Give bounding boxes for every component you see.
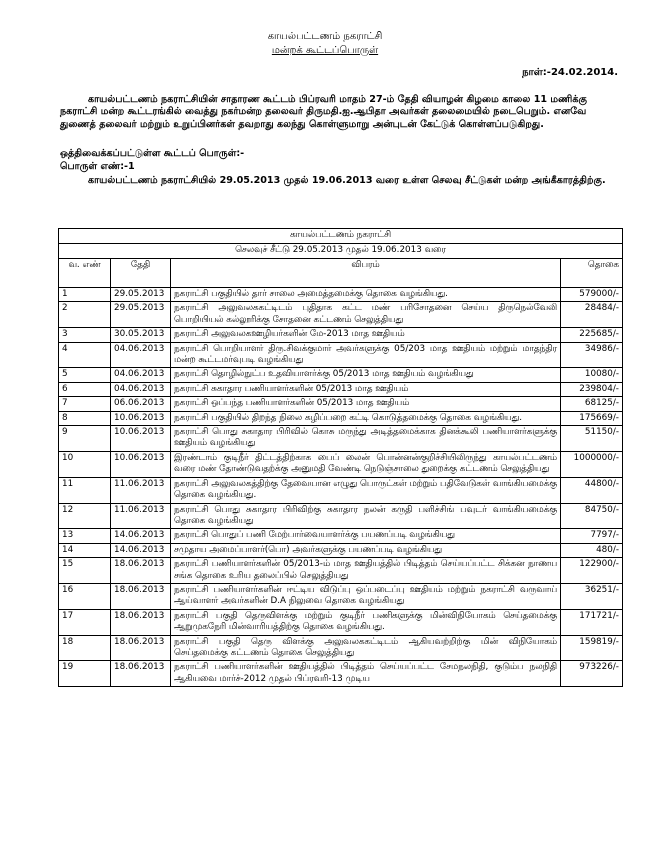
row-date: 18.06.2013 — [111, 583, 171, 609]
row-date: 18.06.2013 — [111, 609, 171, 635]
table-row — [59, 503, 623, 529]
row-number: 12 — [59, 503, 111, 529]
row-description: நகராட்சி தொழில்நுட்ப உதவியாளர்க்கு 05/2013 மாத ஊதியம் வழங்கியது — [171, 368, 561, 382]
row-date: 30.05.2013 — [111, 328, 171, 342]
row-number: 16 — [59, 583, 111, 609]
row-date: 10.06.2013 — [111, 411, 171, 425]
subtitle-text: மன்றக் கூட்டப்பொருள் — [271, 45, 379, 56]
table-subtitle-row — [59, 244, 623, 259]
row-description: நகராட்சி அலுவலககட்டிடம் புதிதாக கட்ட மண் பரிசோதனை செய்ய திருநெல்வேலி பொறியியல் கல்லூரிக்கு சோதனை கட்டணம் செலுத்தியது — [171, 302, 561, 328]
col-header-desc: விபரம் — [171, 259, 561, 288]
row-number: 18 — [59, 635, 111, 661]
table-row — [59, 288, 623, 302]
table-row — [59, 382, 623, 396]
table-row — [59, 661, 623, 687]
item-text: காயல்பட்டணம் நகராட்சியில் 29.05.2013 முதல் 19.06.2013 வரை உள்ள செலவு சீட்டுகள் மன்ற அங்கீகாரத்திற்கு. — [88, 175, 606, 186]
row-amount: 973226/- — [561, 661, 623, 687]
row-date: 06.06.2013 — [111, 397, 171, 411]
section-heading: ஒத்திவைக்கப்பட்டுள்ள கூட்டப் பொருள்:- — [60, 148, 245, 159]
row-description: நகராட்சி பொதுப் பணி மேற்பார்வையாளர்க்கு பயணப்படி வழங்கியது — [171, 529, 561, 543]
row-description: நகராட்சி பொது சுகாதார பிரிவில் கொசு மருந்து அடித்தமைக்காக தினக்கூலி பணியாளர்களுக்கு ஊதியம் வழங்கியது — [171, 426, 561, 452]
row-amount: 175669/- — [561, 411, 623, 425]
row-amount: 225685/- — [561, 328, 623, 342]
row-date: 18.06.2013 — [111, 635, 171, 661]
col-header-date: தேதி — [111, 259, 171, 288]
row-number: 5 — [59, 368, 111, 382]
row-amount: 51150/- — [561, 426, 623, 452]
row-date: 14.06.2013 — [111, 543, 171, 557]
row-amount: 122900/- — [561, 558, 623, 584]
table-row — [59, 529, 623, 543]
row-amount: 68125/- — [561, 397, 623, 411]
table-row — [59, 477, 623, 503]
row-description: நகராட்சி பணியாளர்களின் 05/2013-ம் மாத ஊதியத்தில் பிடித்தம் செய்யப்பட்ட சிக்கன நாணய சங்க தொகை உரிய தலைப்பில் செலுத்தியது — [171, 558, 561, 584]
row-description: நகராட்சி பகுதி தெரு விளக்கு அலுவலககட்டிடம் ஆகியவற்றிற்கு மின் விநியோகம் செய்தமைக்கு கட்டணம் தொகை செலுத்தியது — [171, 635, 561, 661]
row-amount: 28484/- — [561, 302, 623, 328]
row-date: 10.06.2013 — [111, 451, 171, 477]
row-description: நகராட்சி பொறியாளர் திரு.சிவக்குமார் அவர்களுக்கு 05/203 மாத ஊதியம் மற்றும் மாதந்திர மன்ற கூட்டமர்வுபடி வழங்கியது — [171, 342, 561, 368]
table-row — [59, 609, 623, 635]
row-amount: 7797/- — [561, 529, 623, 543]
row-description: நகராட்சி பகுதியில் திறந்த நிலை கழிப்பறை கட்டி கொடுத்தமைக்கு தொகை வழங்கியது. — [171, 411, 561, 425]
council-name: காயல்பட்டணம் நகராட்சி — [267, 31, 383, 42]
table-row — [59, 635, 623, 661]
row-number: 2 — [59, 302, 111, 328]
row-date: 04.06.2013 — [111, 382, 171, 396]
row-description: நகராட்சி பொது சுகாதார பிரிவிற்கு சுகாதார நலன் கருதி பளிச்சிங் பவுடர் வாங்கியமைக்கு தொகை வழங்கியது — [171, 503, 561, 529]
table-row — [59, 397, 623, 411]
document-subtitle — [0, 44, 650, 57]
row-number: 15 — [59, 558, 111, 584]
row-description: நகராட்சி அலுவலகஊழியர்களின் மே-2013 மாத ஊதியம் — [171, 328, 561, 342]
row-number: 19 — [59, 661, 111, 687]
row-number: 4 — [59, 342, 111, 368]
col-header-no: வ. எண் — [59, 259, 111, 288]
document-date: நாள்:-24.02.2014. — [522, 67, 618, 78]
table-row — [59, 543, 623, 557]
row-description: இரண்டாம் குடிநீர் திட்டத்திற்காக பைப் லைன் பொன்னன்குறிச்சியிலிருந்து காயல்பட்டணம் வரை மண் தோண்டுவதற்க்கு அனுமதி வேண்டி நெடுஞ்சாலை துறைக்கு கட்டணம் செலுத்தியது — [171, 451, 561, 477]
row-number: 6 — [59, 382, 111, 396]
row-number: 17 — [59, 609, 111, 635]
table-subtitle: செலவுச் சீட்டு 29.05.2013 முதல் 19.06.2013 வரை — [59, 244, 623, 259]
table-row — [59, 558, 623, 584]
row-amount: 84750/- — [561, 503, 623, 529]
table-row — [59, 411, 623, 425]
row-date: 11.06.2013 — [111, 477, 171, 503]
table-row — [59, 368, 623, 382]
row-number: 7 — [59, 397, 111, 411]
table-row — [59, 451, 623, 477]
row-amount: 1000000/- — [561, 451, 623, 477]
row-description: சமுதாய அமைப்பாளர்(பொ) அவர்களுக்கு பயணப்படி வழங்கியது — [171, 543, 561, 557]
row-date: 29.05.2013 — [111, 302, 171, 328]
row-description: நகராட்சி பணியாளர்களின் ஊதியத்தில் பிடித்தம் செய்யப்பட்ட சேமநலநிதி, குடும்ப நலநிதி ஆகியவை மார்ச்-2012 முதல் பிப்ரவரி-13 முடிய — [171, 661, 561, 687]
row-description: நகராட்சி பகுதி தெருவிளக்கு மற்றும் குடிநீர் பணிகளுக்கு மின்விநியோகம் செய்தமைக்கு ஆறுமுகநேரி மின்வாரியத்திற்கு தொகை வழங்கியது. — [171, 609, 561, 635]
row-amount: 480/- — [561, 543, 623, 557]
row-number: 1 — [59, 288, 111, 302]
row-date: 04.06.2013 — [111, 342, 171, 368]
table-row — [59, 426, 623, 452]
row-number: 9 — [59, 426, 111, 452]
row-date: 11.06.2013 — [111, 503, 171, 529]
row-description: நகராட்சி பகுதியில் தார் சாலை அமைத்தமைக்கு தொகை வழங்கியது. — [171, 288, 561, 302]
row-description: நகராட்சி அலுவலகத்திற்கு தேவையான எழுது பொருட்கள் மற்றும் பதிவேடுகள் வாங்கியமைக்கு தொகை வழங்கியது. — [171, 477, 561, 503]
row-number: 10 — [59, 451, 111, 477]
item-number: பொருள் எண்:-1 — [60, 161, 135, 172]
row-description: நகராட்சி ஒப்பந்த பணியாளர்களின் 05/2013 மாத ஊதியம் — [171, 397, 561, 411]
row-number: 8 — [59, 411, 111, 425]
row-amount: 36251/- — [561, 583, 623, 609]
col-header-amount: தொகை — [561, 259, 623, 288]
table-row — [59, 583, 623, 609]
table-row — [59, 342, 623, 368]
column-header-row — [59, 259, 623, 288]
row-date: 10.06.2013 — [111, 426, 171, 452]
row-number: 11 — [59, 477, 111, 503]
row-amount: 10080/- — [561, 368, 623, 382]
row-description: நகராட்சி பணியாளர்களின் ஈட்டிய விடுப்பு ஒப்படைப்பு ஊதியம் மற்றும் நகராட்சி வருவாய் ஆய்வாளர் அவர்களின் D.A நிலுவை தொகை வழங்கியது — [171, 583, 561, 609]
table-title: காயல்பட்டணம் நகராட்சி — [59, 229, 623, 244]
row-amount: 159819/- — [561, 635, 623, 661]
row-number: 3 — [59, 328, 111, 342]
row-date: 29.05.2013 — [111, 288, 171, 302]
row-date: 04.06.2013 — [111, 368, 171, 382]
expense-table — [58, 228, 623, 687]
row-date: 18.06.2013 — [111, 661, 171, 687]
row-amount: 34986/- — [561, 342, 623, 368]
row-date: 14.06.2013 — [111, 529, 171, 543]
row-amount: 171721/- — [561, 609, 623, 635]
table-row — [59, 302, 623, 328]
row-amount: 239804/- — [561, 382, 623, 396]
table-row — [59, 328, 623, 342]
row-amount: 579000/- — [561, 288, 623, 302]
table-title-row — [59, 229, 623, 244]
row-number: 13 — [59, 529, 111, 543]
intro-paragraph: காயல்பட்டணம் நகராட்சியின் சாதாரண கூட்டம் பிப்ரவரி மாதம் 27-ம் தேதி வியாழன் கிழமை காலை 11 மணிக்கு நகராட்சி மன்ற கூட்டரங்கில் வைத்து நகர்மன்ற தலைவர் திருமதி.ஐ.ஆபிதா அவர்கள் தலைமையில் நடைபெறும். எனவே துணைத் தலைவர் மற்றும் உறுப்பினர்கள் தவறாது கலந்து கொள்ளுமாறு அன்புடன் கேட்டுக் கொள்ளப்படுகிறது. — [60, 94, 587, 130]
row-date: 18.06.2013 — [111, 558, 171, 584]
row-number: 14 — [59, 543, 111, 557]
row-description: நகராட்சி சுகாதார பணியாளர்களின் 05/2013 மாத ஊதியம் — [171, 382, 561, 396]
row-amount: 44800/- — [561, 477, 623, 503]
